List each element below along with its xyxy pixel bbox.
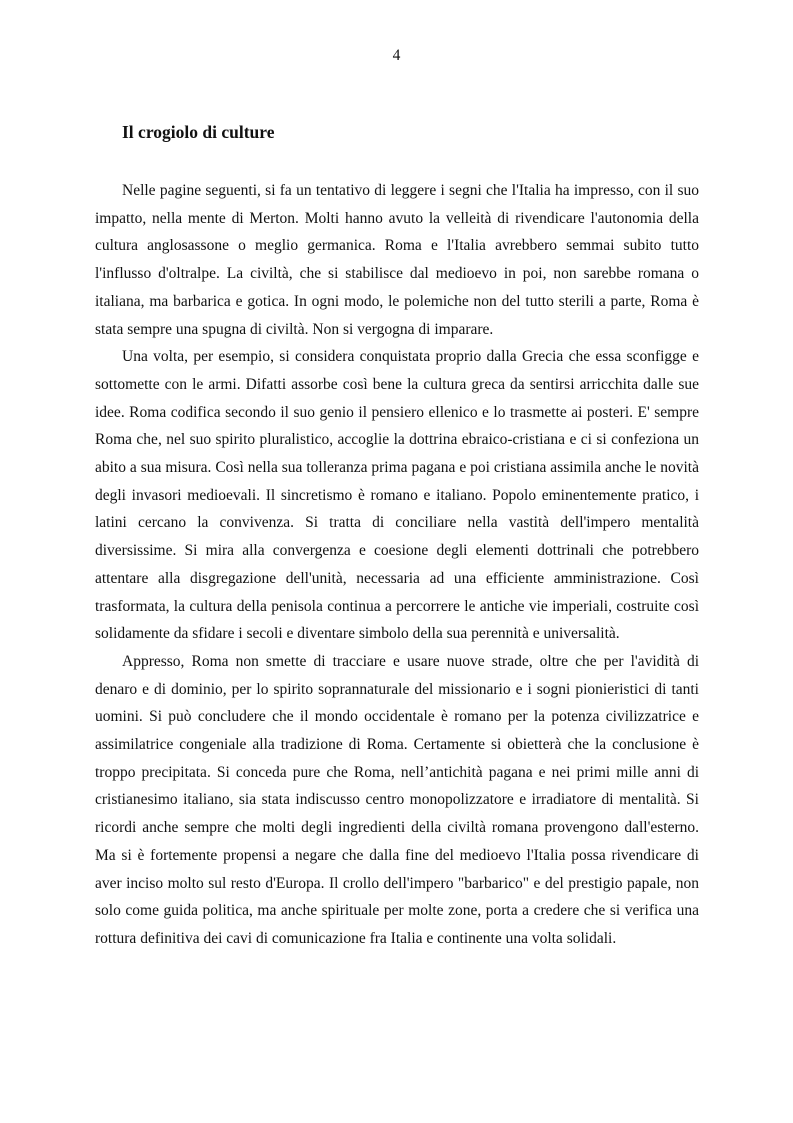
page-number: 4 <box>392 47 401 64</box>
body-text <box>95 177 699 953</box>
paragraph-2: Una volta, per esempio, si considera conquistata proprio dalla Grecia che essa sconfigge e sottomette con le armi. Difatti assorbe così bene la cultura greca da sentirsi arricchita dalle sue idee. Roma codifica secondo il suo genio il pensiero ellenico e lo trasmette ai posteri. E' sempre Roma che, nel suo spirito pluralistico, accoglie la dottrina ebraico-cristiana e ci si confeziona un abito a sua misura. Così nella sua tolleranza prima pagana e poi cristiana assimila anche le novità degli invasori medioevali. Il sincretismo è romano e italiano. Popolo eminentemente pratico, i latini cercano la convivenza. Si tratta di conciliare nella vastità dell'impero mentalità diversissime. Si mira alla convergenza e coesione degli elementi dottrinali che potrebbero attentare alla disgregazione dell'unità, necessaria ad una efficiente amministrazione. Così trasformata, la cultura della penisola continua a percorrere le antiche vie imperiali, costruite così solidamente da sfidare i secoli e diventare simbolo della sua perennità e universalità. <box>95 348 699 643</box>
section-heading: Il crogiolo di culture <box>122 122 275 142</box>
paragraph-3: Appresso, Roma non smette di tracciare e usare nuove strade, oltre che per l'avidità di denaro e di dominio, per lo spirito soprannaturale del missionario e i sogni pionieristici di tanti uomini. Si può concludere che il mondo occidentale è romano per la potenza civilizzatrice e assimilatrice congeniale alla tradizione di Roma. Certamente si obietterà che la conclusione è troppo precipitata. Si conceda pure che Roma, nell’antichità pagana e nei primi mille anni di cristianesimo italiano, sia stata indiscusso centro monopolizzatore e irradiatore di mentalità. Si ricordi anche sempre che molti degli ingredienti della civiltà romana provengono dall'esterno. Ma si è fortemente propensi a negare che dalla fine del medioevo l'Italia possa rivendicare di aver inciso molto sul resto d'Europa. Il crollo dell'impero "barbarico" e del prestigio papale, non solo come guida politica, ma anche spirituale per molte zone, porta a credere che si verifica una rottura definitiva dei cavi di comunicazione fra Italia e continente una volta solidali. <box>95 652 699 947</box>
paragraph-1: Nelle pagine seguenti, si fa un tentativo di leggere i segni che l'Italia ha impresso, con il suo impatto, nella mente di Merton. Molti hanno avuto la velleità di rivendicare l'autonomia della cultura anglosassone o meglio germanica. Roma e l'Italia avrebbero semmai subito tutto l'influsso d'oltralpe. La civiltà, che si stabilisce dal medioevo in poi, non sarebbe romana o italiana, ma barbarica e gotica. In ogni modo, le polemiche non del tutto sterili a parte, Roma è stata sempre una spugna di civiltà. Non si vergogna di imparare. <box>95 182 699 338</box>
